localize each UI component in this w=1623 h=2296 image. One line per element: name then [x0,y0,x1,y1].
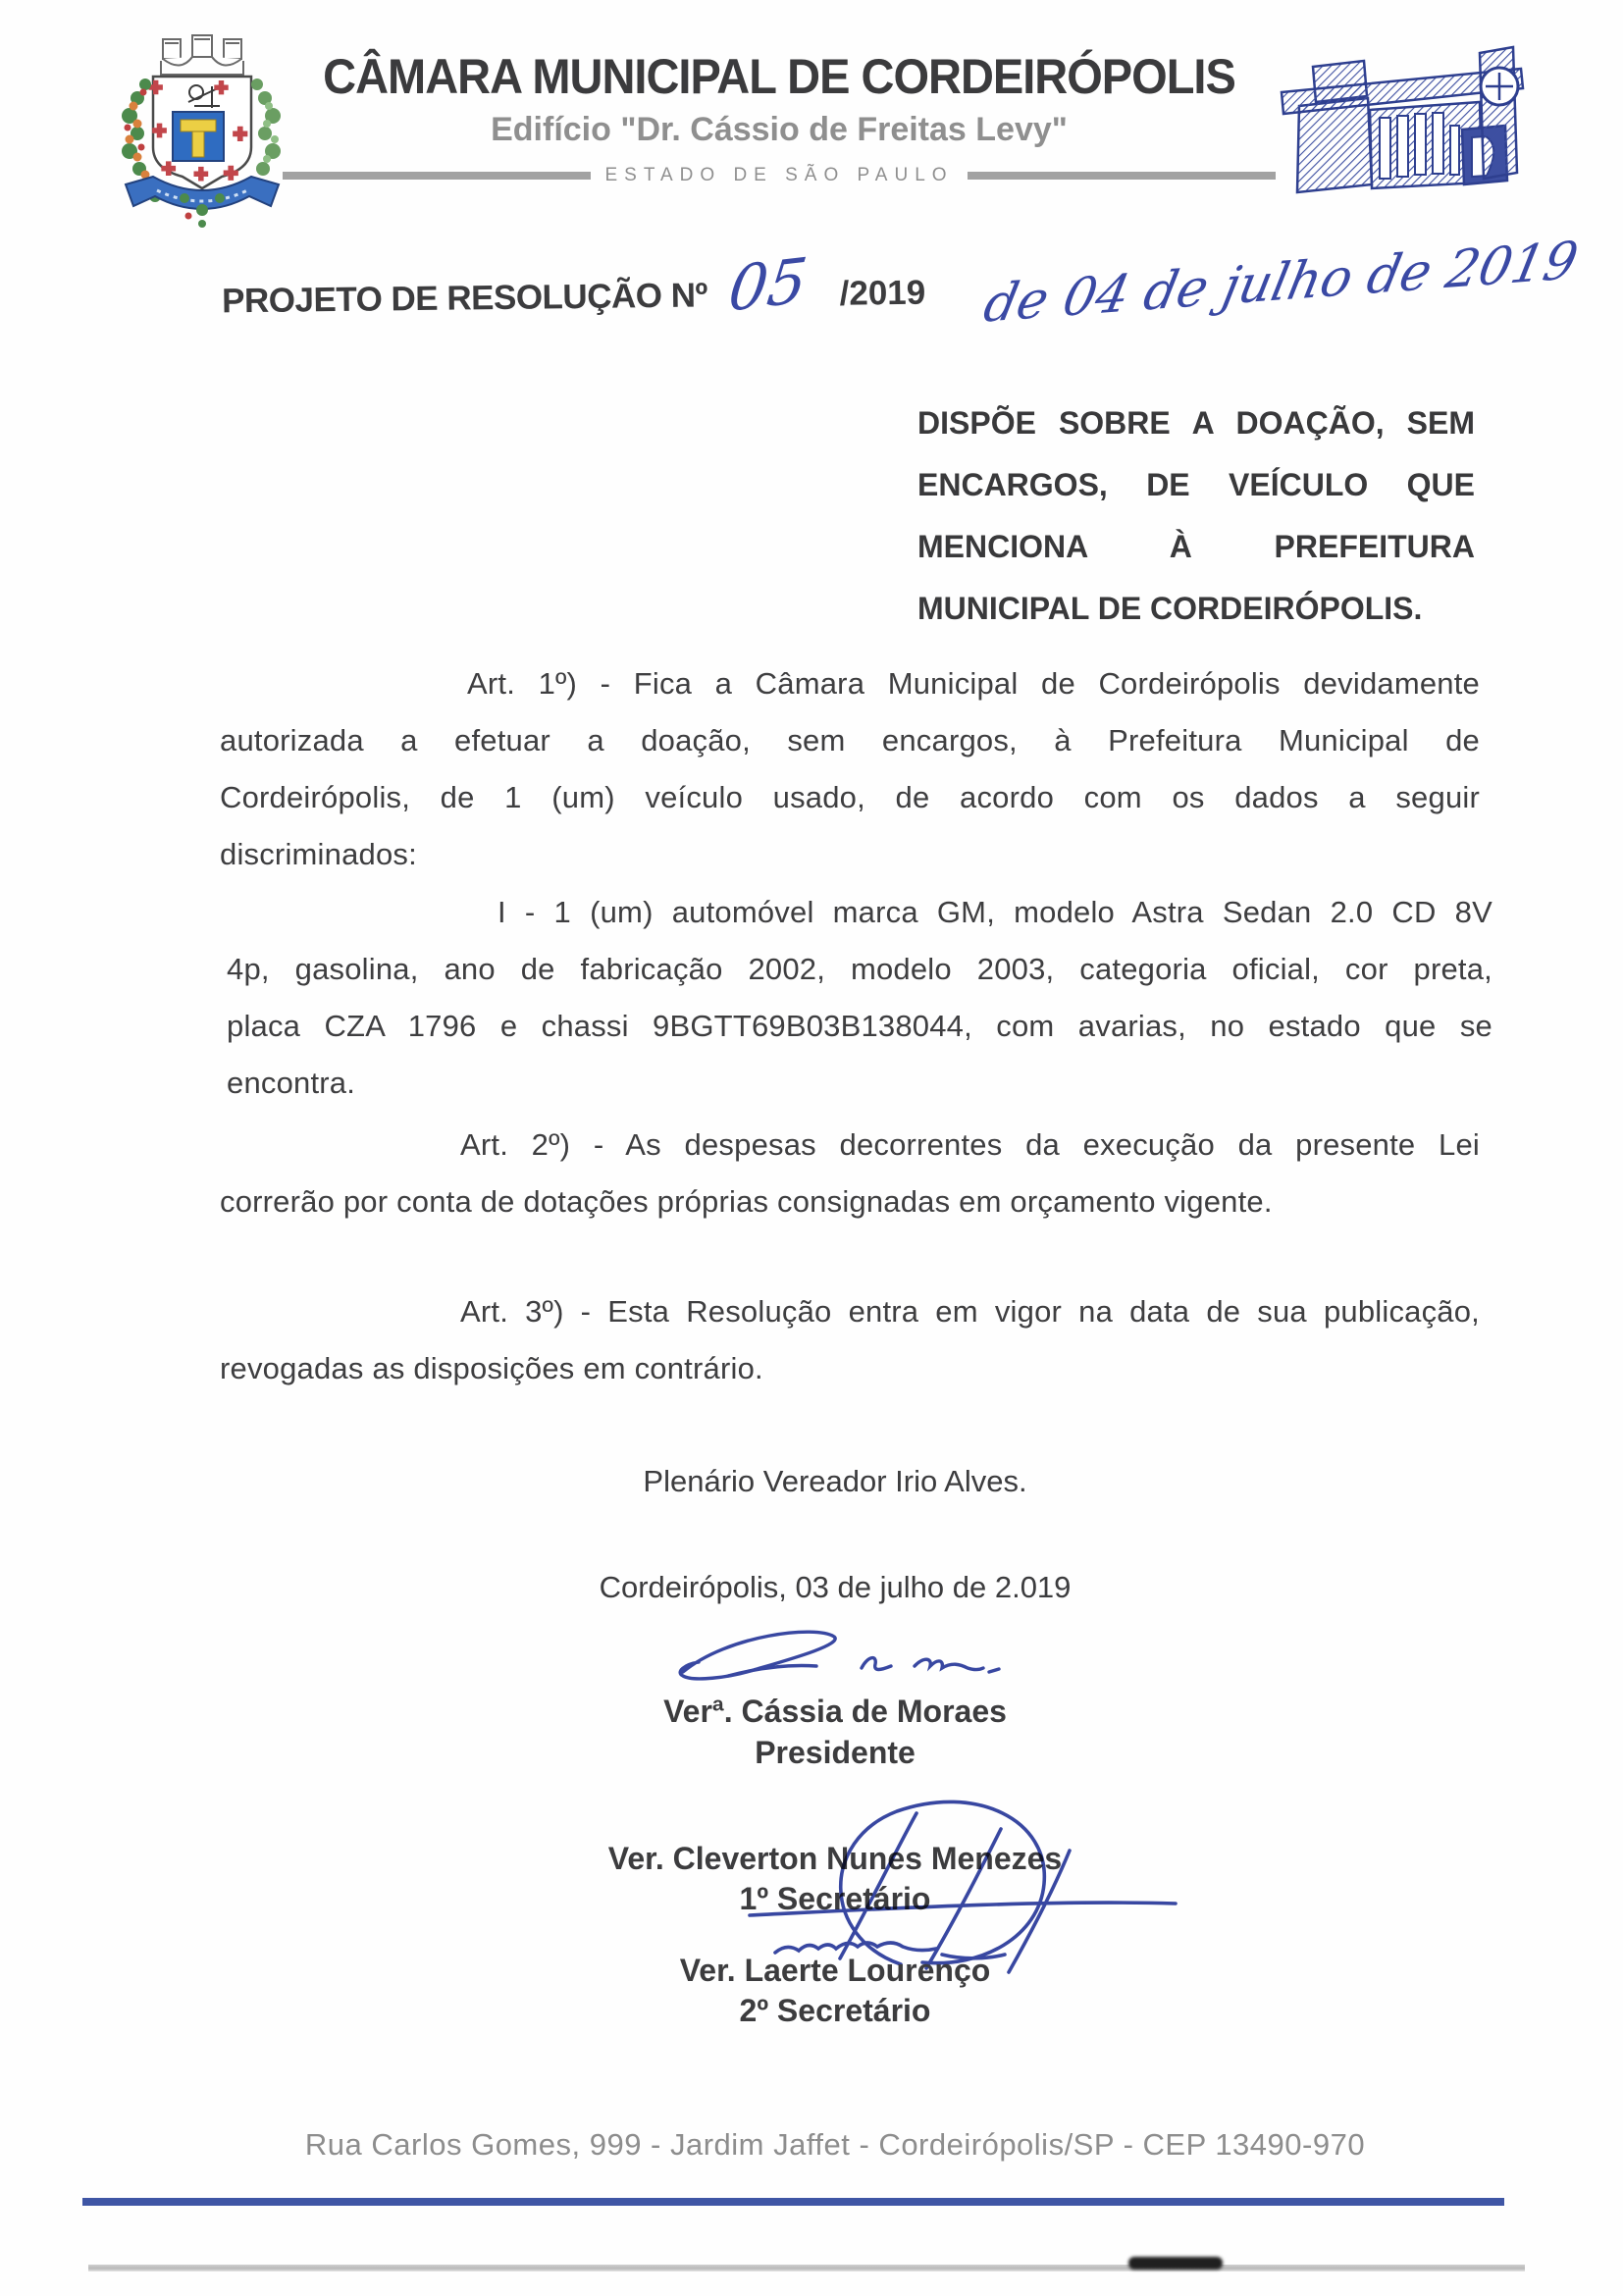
body-line: Art. 3º) - Esta Resolução entra em vigor na data de sua publicação, [460,1294,1480,1329]
body-line: autorizada a efetuar a doação, sem encargos, à Prefeitura Municipal de [220,723,1480,757]
president-signature-ink [669,1621,1022,1699]
building-name: Edifício "Dr. Cássio de Freitas Levy" [491,111,1068,148]
summary-line: ENCARGOS, DE VEÍCULO QUE [917,467,1475,502]
first-secretary-role: 1º Secretário [739,1881,931,1916]
org-name: CÂMARA MUNICIPAL DE CORDEIRÓPOLIS [323,48,1235,104]
article-2-paragraph [220,1117,1480,1230]
second-secretary-name: Ver. Laerte Lourenço [679,1953,991,1988]
body-line: encontra. [227,1066,356,1100]
scan-edge-artifact [88,2265,1525,2271]
body-line: placa CZA 1796 e chassi 9BGTT69B03B138044, com avarias, no estado que se [227,1009,1492,1043]
title-label: PROJETO DE RESOLUÇÃO Nº [221,276,707,321]
state-label: ESTADO DE SÃO PAULO [604,165,954,185]
summary-line: MENCIONA À PREFEITURA [917,529,1475,564]
president-role: Presidente [755,1735,916,1770]
body-line: I - 1 (um) automóvel marca GM, modelo Astra Sedan 2.0 CD 8V [497,895,1492,929]
scan-smudge-artifact [1128,2257,1223,2270]
summary-line: DISPÕE SOBRE A DOAÇÃO, SEM [917,405,1475,441]
body-line: correrão por conta de dotações próprias consignadas em orçamento vigente. [220,1184,1273,1219]
document-title-line [221,231,1584,335]
first-secretary-name: Ver. Cleverton Nunes Menezes [607,1841,1063,1876]
body-line: discriminados: [220,837,417,871]
item-one-paragraph [227,884,1492,1112]
second-secretary-role: 2º Secretário [739,1993,931,2028]
footer-divider-line [82,2198,1504,2206]
summary-line: MUNICIPAL DE CORDEIRÓPOLIS. [917,591,1423,626]
handwritten-date: de 04 de julho de 2019 [978,231,1584,335]
body-line: revogadas as disposições em contrário. [220,1351,763,1385]
chamber-building-sketch-icon [1278,35,1535,214]
handwritten-number: 05 [724,243,812,327]
letterhead [283,49,1276,186]
body-line: Art. 2º) - As despesas decorrentes da execução da presente Lei [460,1127,1480,1162]
president-name: Verª. Cássia de Moraes [663,1694,1007,1729]
body-line: Cordeirópolis, de 1 (um) veículo usado, de acordo com os dados a seguir [220,780,1480,814]
plenary-line: Plenário Vereador Irio Alves. [643,1464,1027,1498]
summary-ementa [917,392,1475,640]
article-1-paragraph [220,655,1480,883]
article-3-paragraph [220,1283,1480,1397]
divider-bar-right [968,172,1276,180]
city-date-line: Cordeirópolis, 03 de julho de 2.019 [599,1570,1072,1604]
footer-address: Rua Carlos Gomes, 999 - Jardim Jaffet - Cordeirópolis/SP - CEP 13490-970 [304,2127,1366,2162]
body-line: 4p, gasolina, ano de fabricação 2002, modelo 2003, categoria oficial, cor preta, [227,952,1492,986]
divider-bar-left [283,172,591,180]
body-line: Art. 1º) - Fica a Câmara Municipal de Cordeirópolis devidamente [467,666,1480,701]
state-divider [283,165,1276,186]
title-year: /2019 [839,273,926,313]
